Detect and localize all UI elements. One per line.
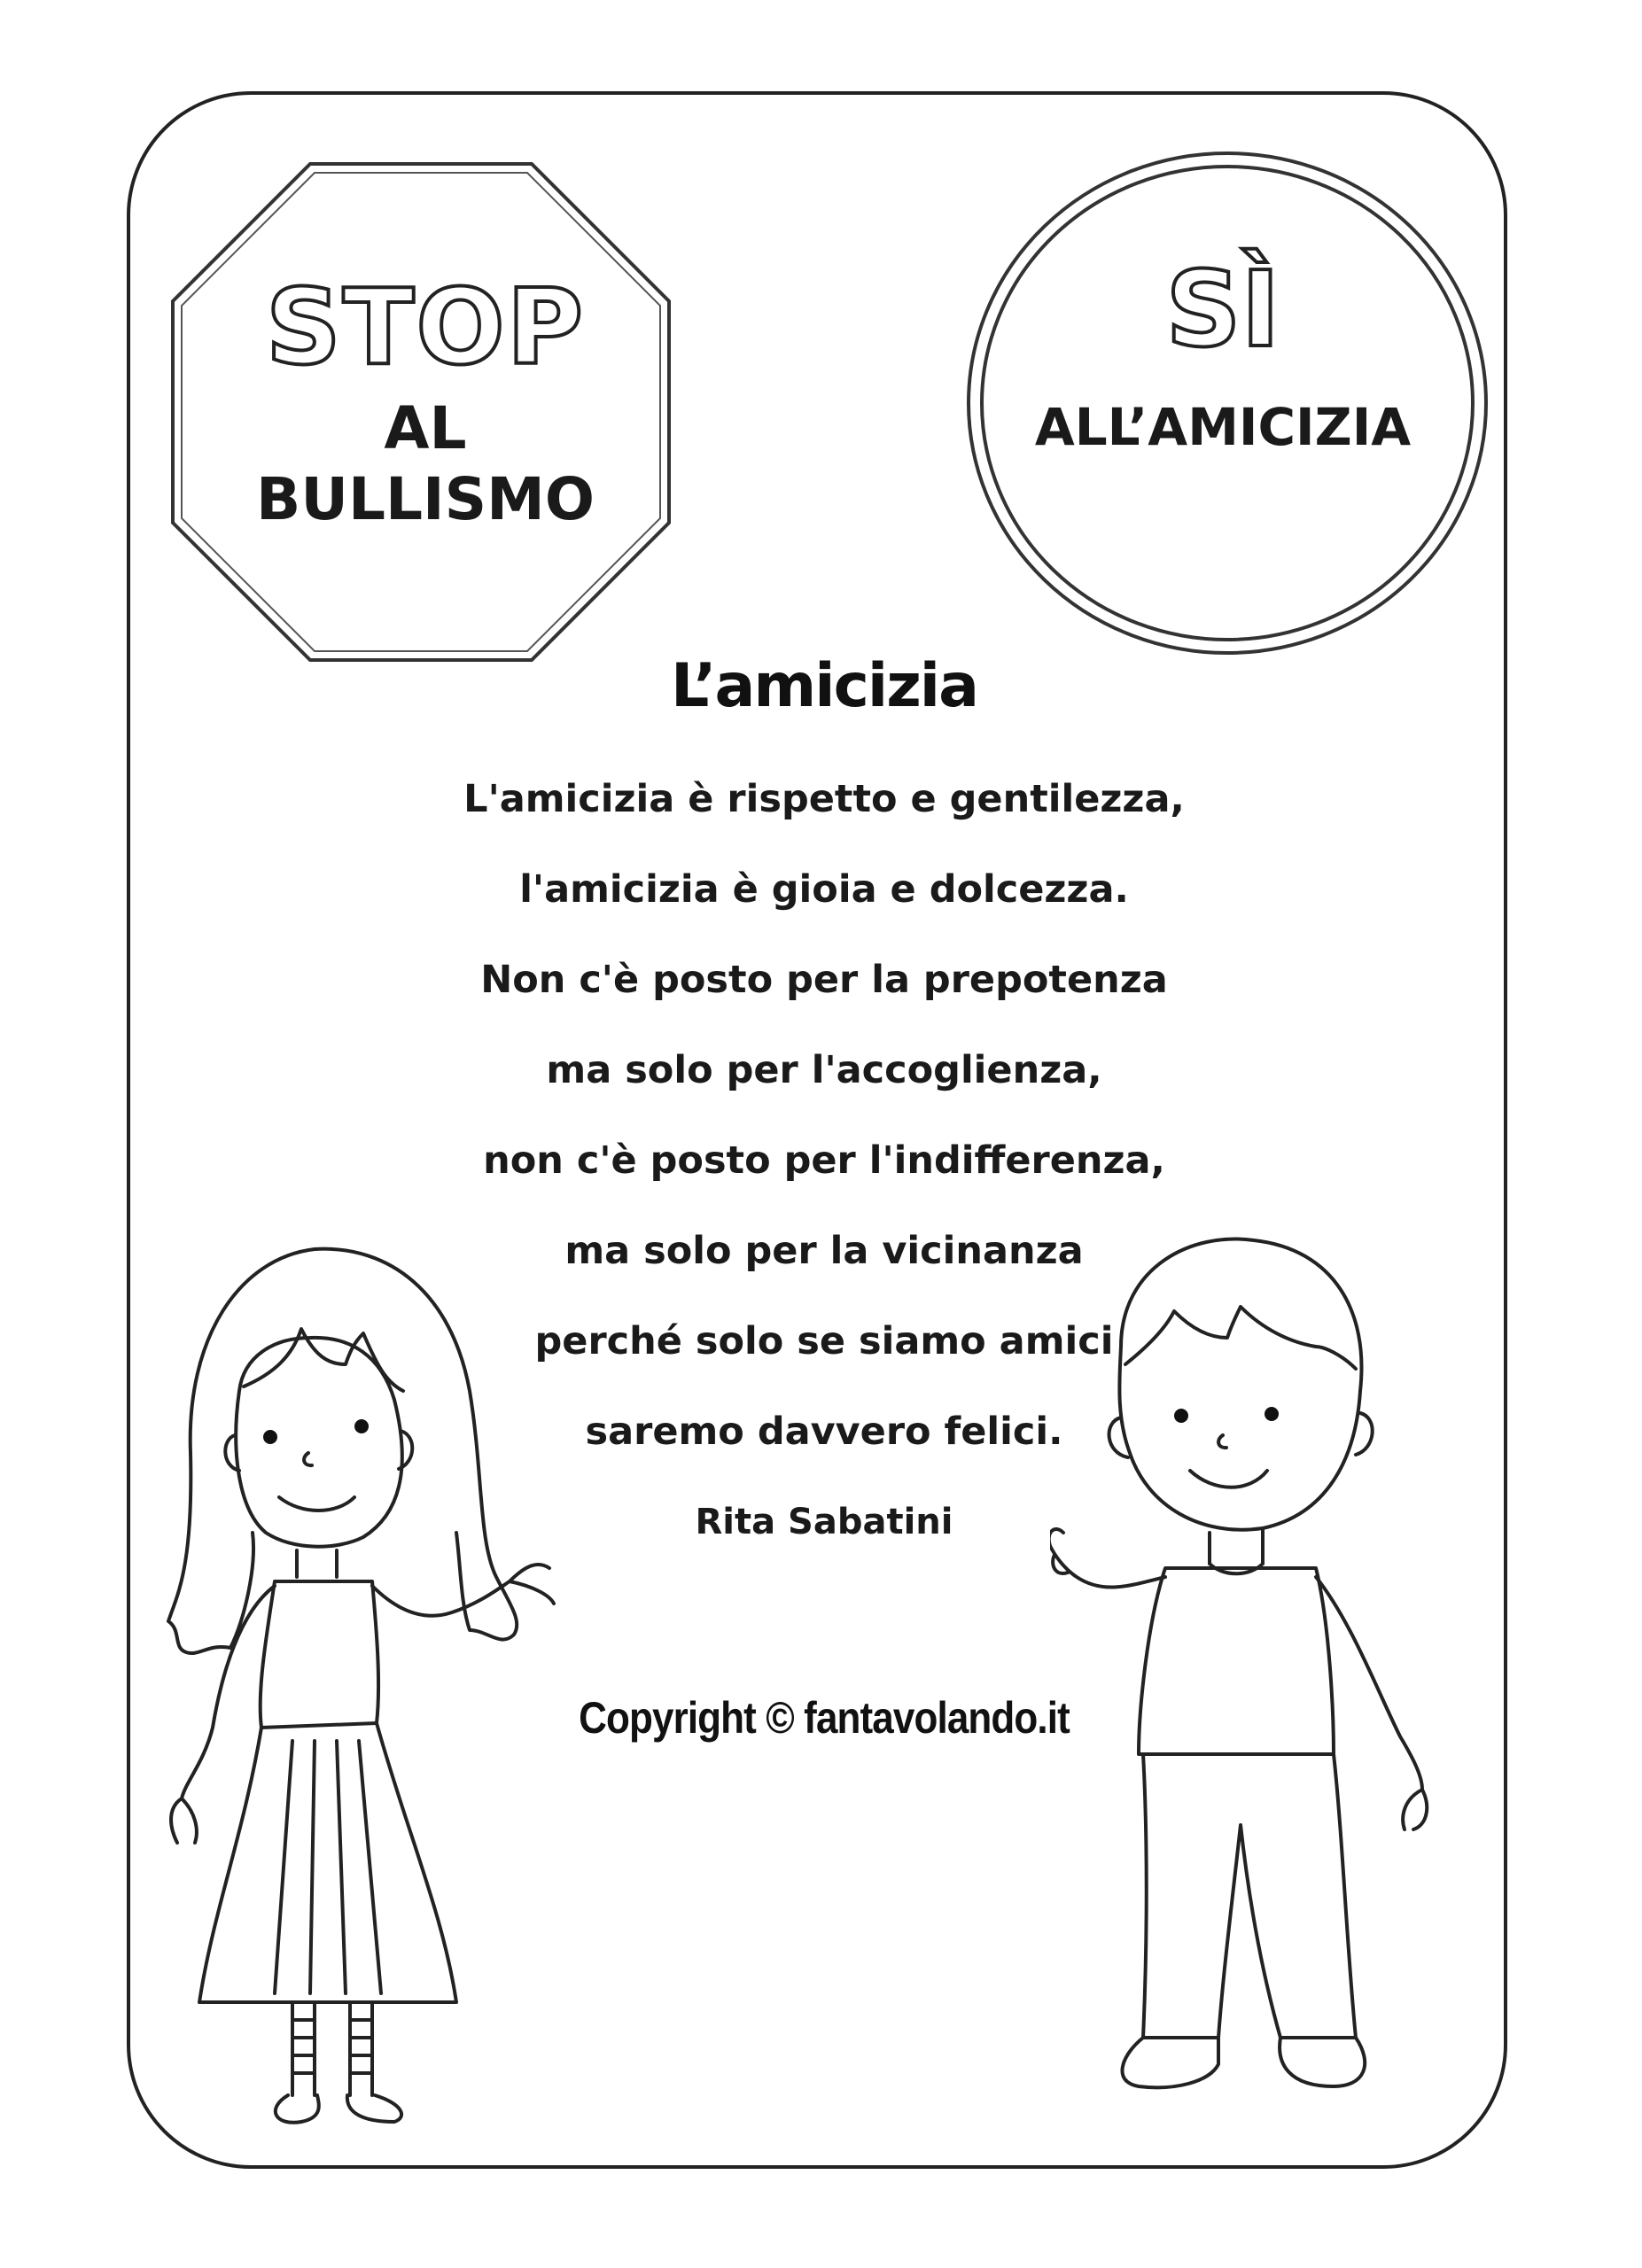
poem-title: L’amicizia: [671, 651, 977, 721]
poem-line: l'amicizia è gioia e dolcezza.: [519, 867, 1129, 912]
si-line-amicizia: ALL’AMICIZIA: [1034, 397, 1412, 457]
poem-line: ma solo per l'accoglienza,: [546, 1048, 1102, 1092]
poem-line: saremo davvero felici.: [585, 1410, 1063, 1454]
poem-line: L'amicizia è rispetto e gentilezza,: [463, 777, 1185, 821]
poem-line: perché solo se siamo amici: [534, 1319, 1114, 1363]
poem-line: Non c'è posto per la prepotenza: [480, 958, 1168, 1002]
poem-author: Rita Sabatini: [695, 1502, 953, 1542]
stop-line-bullismo: BULLISMO: [256, 465, 595, 533]
stop-line-al: AL: [384, 394, 467, 462]
si-word: SÌ: [1165, 248, 1280, 370]
poem-line: ma solo per la vicinanza: [564, 1229, 1084, 1273]
boy-illustration: [1050, 1214, 1458, 2139]
stop-word: STOP: [265, 266, 586, 388]
girl-illustration: [160, 1231, 585, 2139]
copyright-notice: Copyright © fantavolando.it: [579, 1693, 1070, 1743]
poem-line: non c'è posto per l'indifferenza,: [483, 1138, 1165, 1183]
